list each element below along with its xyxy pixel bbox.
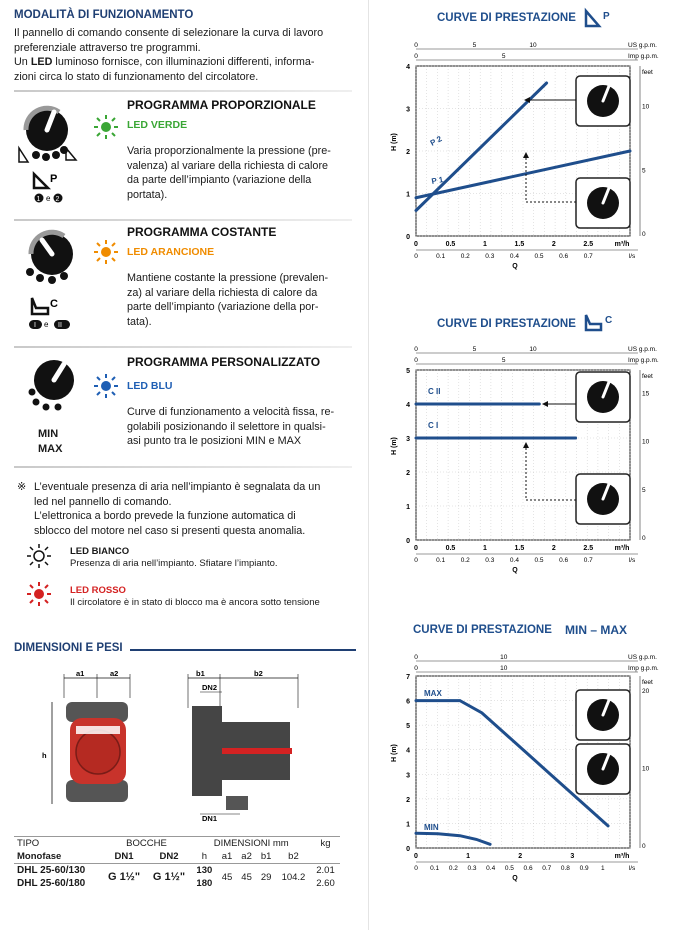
- ls-tick-label: 0.2: [460, 557, 470, 564]
- us-gpm-tick: US g.p.m.: [628, 346, 657, 353]
- red-led-title: LED ROSSO: [70, 585, 126, 596]
- orange-led-icon: [93, 239, 119, 265]
- svg-text:1: 1: [36, 196, 41, 203]
- dimensions-table: [14, 836, 340, 890]
- feet-tick-label: feet: [642, 373, 653, 380]
- custom-knob-icon: [14, 352, 84, 414]
- x-tick-label: 0.5: [445, 241, 456, 248]
- x-tick-label: 0: [414, 241, 418, 248]
- arrow-head: [523, 152, 529, 158]
- series-label: MIN: [424, 823, 439, 832]
- x-tick-label: 0: [414, 545, 418, 552]
- table-header: a1: [221, 851, 233, 862]
- imp-gpm-tick: 5: [501, 53, 506, 60]
- ls-tick-label: 0.5: [534, 253, 544, 260]
- intro-line: Un LED luminoso fornisce, con illuminazioni differenti, informa-: [14, 56, 315, 68]
- y-tick-label: 4: [406, 747, 410, 755]
- feet-tick-label: feet: [642, 69, 653, 76]
- feet-tick-label: 0: [642, 843, 646, 850]
- ls-tick-label: 0.7: [542, 865, 552, 872]
- y-tick-label: 5: [406, 368, 410, 375]
- ls-tick-label: 0.9: [579, 865, 589, 872]
- ls-tick-label: 0.6: [559, 253, 569, 260]
- y-axis-label: H (m): [391, 133, 398, 151]
- us-gpm-tick: 0: [414, 42, 418, 49]
- x-tick-label: 2.5: [583, 241, 594, 248]
- intro-text: [14, 26, 354, 84]
- led-green-label: LED VERDE: [127, 119, 188, 131]
- svg-text:2: 2: [55, 196, 60, 203]
- svg-text:C: C: [50, 298, 58, 310]
- y-tick-label: 4: [406, 402, 410, 409]
- svg-text:b1: b1: [196, 669, 205, 678]
- x-tick-label: 1.5: [514, 545, 525, 552]
- y-tick-label: 3: [406, 772, 410, 780]
- ls-tick-label: 0.5: [534, 557, 544, 564]
- series-line-1: [416, 833, 490, 844]
- intro-line: Il pannello di comando consente di selezionare la curva di lavoro: [14, 27, 324, 39]
- red-led-icon: [26, 581, 52, 607]
- ls-tick-label: l/s: [628, 253, 636, 260]
- air-note-text: L’eventuale presenza di aria nell’impianto è segnalata da un led nel pannello di comando. L’elettronica a bordo prevede la funzione automatica di sblocco del motore nel caso si presenti questa anomalia.: [34, 481, 321, 537]
- chart3-plot: [380, 648, 670, 880]
- y-tick-label: 2: [406, 470, 410, 477]
- selector-knob-inset-icon: [576, 744, 630, 794]
- x-tick-label: 1: [482, 241, 487, 248]
- white-led-title: LED BIANCO: [70, 546, 130, 557]
- intro-line: preferenziale attraverso tre programmi.: [14, 41, 201, 54]
- ls-tick-label: 1: [600, 865, 605, 872]
- y-axis-label: H (m): [391, 437, 398, 455]
- svg-text:II: II: [58, 322, 62, 329]
- svg-text:C: C: [605, 315, 613, 326]
- ls-tick-label: 0.1: [436, 253, 446, 260]
- y-tick-label: 4: [406, 64, 410, 71]
- ls-tick-label: 0.4: [486, 865, 496, 872]
- ls-tick-label: 0: [414, 253, 418, 260]
- modes-title: MODALITÀ DI FUNZIONAMENTO: [14, 9, 194, 21]
- imp-gpm-tick: Imp g.p.m.: [628, 53, 659, 60]
- x-tick-label: 1: [466, 853, 471, 860]
- ls-tick-label: 0.7: [583, 557, 593, 564]
- x-axis-label: Q: [512, 263, 518, 270]
- program-proportional-text: Varia proporzionalmente la pressione (pre- valenza) al variare della richiesta di calore da parte dell’impianto (variazione della portata).: [127, 145, 331, 201]
- x-tick-label: 3: [570, 853, 575, 860]
- x-tick-label: 1: [482, 545, 487, 552]
- table-header: b1: [260, 851, 272, 862]
- green-led-icon: [93, 114, 119, 140]
- series-line-0: [416, 83, 547, 211]
- selector-knob-inset-icon: [576, 372, 630, 422]
- ls-tick-label: l/s: [628, 557, 636, 564]
- series-label: P 2: [428, 134, 444, 148]
- svg-text:I: I: [34, 322, 36, 329]
- svg-text:DN2: DN2: [202, 683, 218, 692]
- ls-tick-label: 0.1: [436, 557, 446, 564]
- imp-gpm-tick: 0: [414, 665, 418, 672]
- ls-tick-label: 0: [414, 865, 418, 872]
- ls-tick-label: 0.6: [523, 865, 533, 872]
- imp-gpm-tick: 5: [501, 357, 506, 364]
- x-tick-label: 1.5: [514, 241, 525, 248]
- selector-knob-inset-icon: [576, 178, 630, 228]
- us-gpm-tick: 10: [529, 346, 537, 353]
- chart1-title: CURVE DI PRESTAZIONE: [437, 12, 576, 24]
- us-gpm-tick: 5: [472, 346, 477, 353]
- y-tick-label: 1: [406, 504, 410, 511]
- chart2-plot: [380, 340, 670, 574]
- svg-text:b2: b2: [254, 669, 263, 678]
- white-led-text: Presenza di aria nell’impianto. Sfiatare l’impianto.: [70, 558, 278, 569]
- us-gpm-tick: US g.p.m.: [628, 42, 657, 49]
- imp-gpm-tick: Imp g.p.m.: [628, 665, 659, 672]
- y-tick-label: 3: [406, 436, 410, 443]
- selector-knob-inset-icon: [576, 76, 630, 126]
- program-proportional-title: PROGRAMMA PROPORZIONALE: [127, 98, 316, 112]
- program-constant-text: Mantiene costante la pressione (prevalen- za) al variare della richiesta di calore da parte dell’impianto (variazione della por- tata).: [127, 272, 329, 328]
- us-gpm-tick: 10: [500, 654, 508, 661]
- constant-knob-icon: [14, 226, 84, 286]
- front-view-drawing: [40, 668, 150, 818]
- svg-text:h: h: [42, 751, 47, 760]
- us-gpm-tick: 0: [414, 346, 418, 353]
- y-tick-label: 1: [406, 821, 410, 829]
- program-custom-text: Curve di funzionamento a velocità fissa, re- golabili posizionando il selettore in qualsi- asi punto tra le posizioni MIN e MAX: [127, 406, 335, 447]
- section-band: [14, 346, 352, 348]
- table-header: DIMENSIONI mm: [213, 838, 289, 849]
- y-tick-label: 1: [406, 191, 410, 199]
- note-symbol: ※: [17, 481, 27, 493]
- ls-tick-label: 0.2: [460, 253, 470, 260]
- y-tick-label: 7: [406, 674, 410, 681]
- imp-gpm-tick: 10: [500, 665, 508, 672]
- series-label: P 1: [430, 175, 445, 186]
- feet-tick-label: 5: [642, 167, 646, 175]
- led-orange-label: LED ARANCIONE: [127, 246, 215, 258]
- svg-text:DN1: DN1: [202, 814, 218, 823]
- chart1-plot: [380, 36, 670, 270]
- ls-tick-label: 0: [414, 557, 418, 564]
- proportional-symbol-icon: [30, 170, 74, 202]
- section-band: [14, 219, 352, 221]
- x-tick-label: 0.5: [445, 545, 456, 552]
- arrow-head: [542, 401, 548, 407]
- ls-tick-label: 0.2: [448, 865, 458, 872]
- x-tick-label: 0: [414, 853, 418, 860]
- svg-text:P: P: [50, 173, 58, 185]
- ls-tick-label: 0.6: [559, 557, 569, 564]
- column-divider: [368, 0, 369, 930]
- dims-title: DIMENSIONI E PESI: [14, 642, 123, 654]
- chart2-title: CURVE DI PRESTAZIONE: [437, 318, 576, 330]
- us-gpm-tick: 5: [472, 42, 477, 49]
- imp-gpm-tick: 0: [414, 357, 418, 364]
- table-header: kg: [320, 838, 331, 849]
- y-tick-label: 0: [406, 538, 410, 545]
- proportional-knob-icon: [14, 100, 84, 175]
- table-header: DN2: [159, 851, 179, 862]
- table-header: h: [201, 851, 207, 862]
- y-tick-label: 0: [406, 846, 410, 853]
- y-tick-label: 6: [406, 698, 410, 706]
- feet-tick-label: 5: [642, 486, 646, 494]
- chart3-symbol: MIN – MAX: [565, 623, 628, 637]
- y-tick-label: 5: [406, 723, 410, 731]
- feet-tick-label: 0: [642, 535, 646, 542]
- table-header: a2: [241, 851, 252, 862]
- y-tick-label: 2: [406, 796, 410, 804]
- ls-tick-label: 0.3: [467, 865, 477, 872]
- min-max-labels: MIN MAX: [38, 428, 63, 455]
- series-label: C I: [428, 421, 439, 430]
- x-tick-label: m³/h: [614, 241, 630, 248]
- x-tick-label: 2: [551, 545, 556, 552]
- svg-text:P: P: [603, 11, 610, 22]
- section-band: [14, 90, 352, 92]
- program-custom-title: PROGRAMMA PERSONALIZZATO: [127, 355, 321, 369]
- ls-tick-label: 0.1: [430, 865, 440, 872]
- x-tick-label: m³/h: [614, 853, 630, 860]
- table-header: b2: [288, 851, 299, 862]
- imp-gpm-tick: 0: [414, 53, 418, 60]
- y-axis-label: H (m): [391, 744, 398, 762]
- y-tick-label: 3: [406, 106, 410, 114]
- series-label: MAX: [424, 689, 442, 698]
- ls-tick-label: 0.3: [485, 253, 495, 260]
- imp-gpm-tick: Imp g.p.m.: [628, 357, 659, 364]
- table-header: Monofase: [17, 851, 62, 862]
- white-led-icon: [26, 543, 52, 569]
- chart3-title: CURVE DI PRESTAZIONE: [413, 624, 552, 636]
- intro-line: zioni circa lo stato di funzionamento del circolatore.: [14, 70, 259, 83]
- y-tick-label: 0: [406, 234, 410, 241]
- ls-tick-label: 0.5: [504, 865, 514, 872]
- svg-text:a1: a1: [76, 669, 85, 678]
- selector-knob-inset-icon: [576, 690, 630, 740]
- x-tick-label: 2: [551, 241, 556, 248]
- red-led-text: Il circolatore è in stato di blocco ma è ancora sotto tensione: [70, 597, 320, 608]
- ls-tick-label: l/s: [628, 865, 636, 872]
- ls-tick-label: 0.4: [509, 557, 519, 564]
- table-header: BOCCHE: [126, 838, 167, 849]
- dims-title-rule: [130, 649, 356, 651]
- x-tick-label: 2.5: [583, 545, 594, 552]
- selector-knob-inset-icon: [576, 474, 630, 524]
- led-blue-label: LED BLU: [127, 380, 173, 392]
- feet-tick-label: 10: [642, 438, 650, 446]
- svg-text:a2: a2: [110, 669, 119, 678]
- feet-tick-label: feet: [642, 679, 653, 686]
- table-header: DN1: [114, 851, 134, 862]
- side-view-drawing: [170, 668, 310, 823]
- ls-tick-label: 0.7: [583, 253, 593, 260]
- y-tick-label: 2: [406, 149, 410, 156]
- ls-tick-label: 0.3: [485, 557, 495, 564]
- arrow-head: [523, 442, 529, 448]
- chart2-symbol-icon: [583, 312, 623, 334]
- constant-symbol-icon: [28, 294, 74, 332]
- svg-text:e: e: [44, 320, 49, 329]
- feet-tick-label: 20: [642, 688, 650, 696]
- x-tick-label: 2: [518, 853, 523, 860]
- ls-tick-label: 0.4: [509, 253, 519, 260]
- feet-tick-label: 10: [642, 103, 650, 111]
- x-axis-label: Q: [512, 567, 518, 574]
- svg-text:e: e: [46, 194, 51, 203]
- blue-led-icon: [93, 373, 119, 399]
- x-axis-label: Q: [512, 875, 518, 882]
- section-band: [14, 466, 352, 468]
- feet-tick-label: 10: [642, 765, 650, 773]
- chart1-symbol-icon: [583, 8, 623, 30]
- us-gpm-tick: 0: [414, 654, 418, 661]
- feet-tick-label: 15: [642, 390, 650, 398]
- ls-tick-label: 0.8: [560, 865, 570, 872]
- table-row: DHL 25-60/180 180 2.60: [17, 878, 335, 889]
- program-constant-title: PROGRAMMA COSTANTE: [127, 225, 277, 239]
- series-label: C II: [428, 387, 441, 396]
- us-gpm-tick: 10: [529, 42, 537, 49]
- us-gpm-tick: US g.p.m.: [628, 654, 657, 661]
- table-header: TIPO: [17, 838, 40, 849]
- x-tick-label: m³/h: [614, 545, 630, 552]
- table-row: DHL 25-60/130 G 1½" G 1½" 130 45 45 29 104.2 2.01: [17, 865, 335, 883]
- feet-tick-label: 0: [642, 231, 646, 238]
